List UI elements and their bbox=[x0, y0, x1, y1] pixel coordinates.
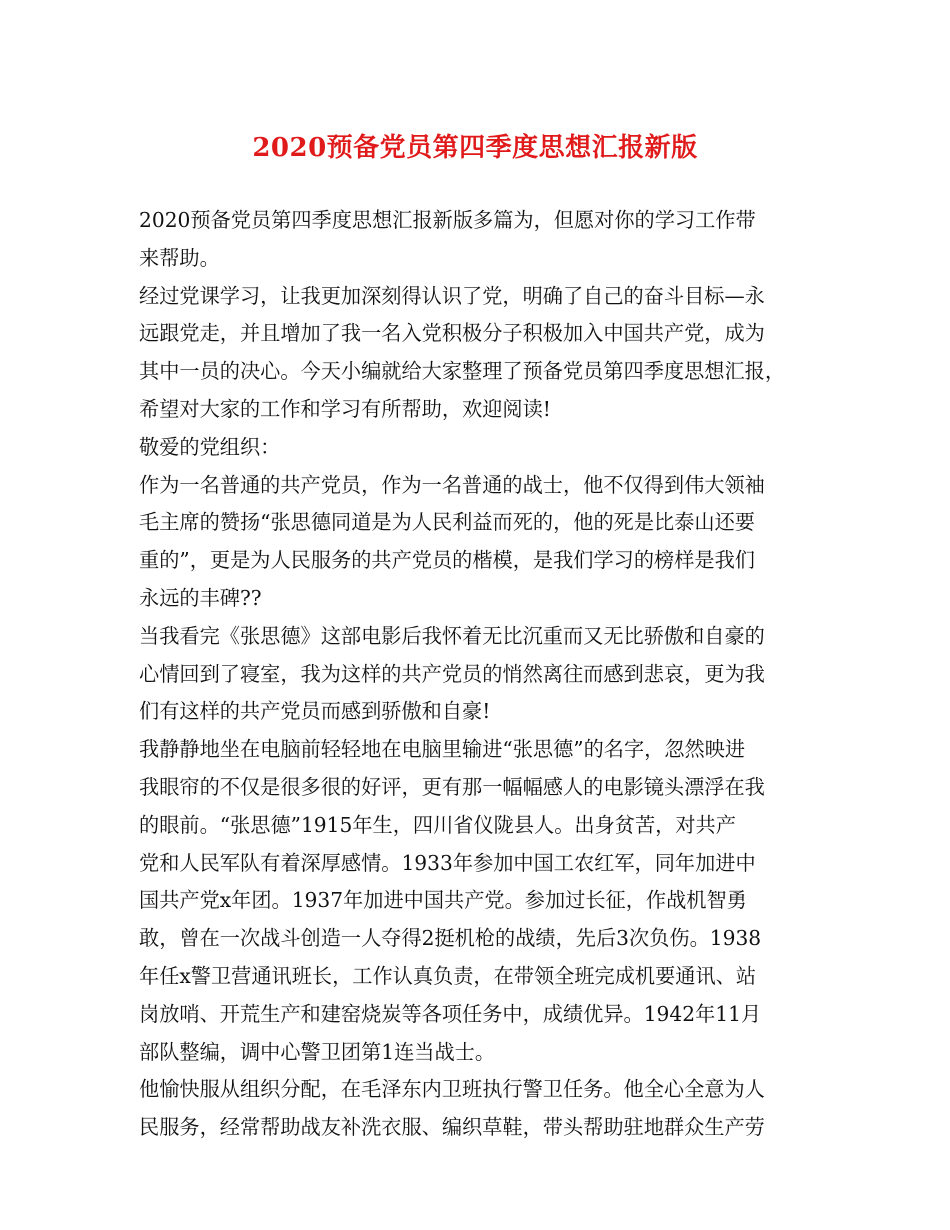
text-line: 永远的丰碑?? bbox=[139, 585, 262, 610]
text-line: 作为一名普通的共产党员，作为一名普通的战士，他不仅得到伟大领袖 bbox=[139, 472, 765, 497]
paragraph bbox=[139, 1071, 815, 1147]
document-body bbox=[139, 202, 815, 1147]
text-line: 经过党课学习，让我更加深刻得认识了党，明确了自己的奋斗目标—永 bbox=[139, 283, 765, 308]
text-line: 民服务，经常帮助战友补洗衣服、编织草鞋，带头帮助驻地群众生产劳 bbox=[139, 1115, 765, 1140]
paragraph bbox=[139, 278, 815, 429]
text-line: 希望对大家的工作和学习有所帮助，欢迎阅读! bbox=[139, 396, 551, 421]
document-title: 2020预备党员第四季度思想汇报新版 bbox=[252, 133, 698, 163]
text-line: 其中一员的决心。今天小编就给大家整理了预备党员第四季度思想汇报， bbox=[139, 359, 786, 384]
paragraph bbox=[139, 467, 815, 618]
text-line: 部队整编，调中心警卫团第1连当战士。 bbox=[139, 1039, 496, 1064]
text-line: 我眼帘的不仅是很多很的好评，更有那一幅幅感人的电影镜头漂浮在我 bbox=[139, 774, 765, 799]
text-line: 国共产党x年团。1937年加进中国共产党。参加过长征，作战机智勇 bbox=[139, 888, 747, 913]
text-line: 2020预备党员第四季度思想汇报新版多篇为，但愿对你的学习工作带 bbox=[139, 208, 756, 232]
text-line: 敬爱的党组织： bbox=[139, 434, 281, 459]
paragraph bbox=[139, 731, 815, 1071]
text-line: 年任x警卫营通讯班长，工作认真负责，在带领全班完成机要通讯、站 bbox=[139, 963, 757, 988]
text-line: 他愉快服从组织分配，在毛泽东内卫班执行警卫任务。他全心全意为人 bbox=[139, 1077, 765, 1102]
paragraph bbox=[139, 618, 815, 731]
text-line: 们有这样的共产党员而感到骄傲和自豪! bbox=[139, 699, 491, 724]
text-line: 心情回到了寝室，我为这样的共产党员的悄然离往而感到悲哀，更为我 bbox=[139, 661, 765, 686]
text-line: 远跟党走，并且增加了我一名入党积极分子积极加入中国共产党，成为 bbox=[139, 321, 765, 346]
text-line: 敢，曾在一次战斗创造一人夺得2挺机枪的战绩，先后3次负伤。1938 bbox=[139, 926, 762, 951]
text-line: 当我看完《张思德》这部电影后我怀着无比沉重而又无比骄傲和自豪的 bbox=[139, 623, 765, 648]
paragraph bbox=[139, 202, 815, 278]
text-line: 来帮助。 bbox=[139, 245, 220, 270]
text-line: 我静静地坐在电脑前轻轻地在电脑里输进“张思德”的名字，忽然映进 bbox=[139, 737, 746, 762]
text-line: 毛主席的赞扬“张思德同道是为人民利益而死的，他的死是比泰山还要 bbox=[139, 510, 755, 535]
text-line: 岗放哨、开荒生产和建窑烧炭等各项任务中，成绩优异。1942年11月 bbox=[139, 1001, 762, 1026]
paragraph bbox=[139, 429, 815, 467]
text-line: 党和人民军队有着深厚感情。1933年参加中国工农红军，同年加进中 bbox=[139, 850, 756, 875]
text-line: 的眼前。“张思德”1915年生，四川省仪陇县人。出身贫苦，对共产 bbox=[139, 812, 736, 837]
text-line: 重的”，更是为人民服务的共产党员的楷模，是我们学习的榜样是我们 bbox=[139, 548, 755, 573]
